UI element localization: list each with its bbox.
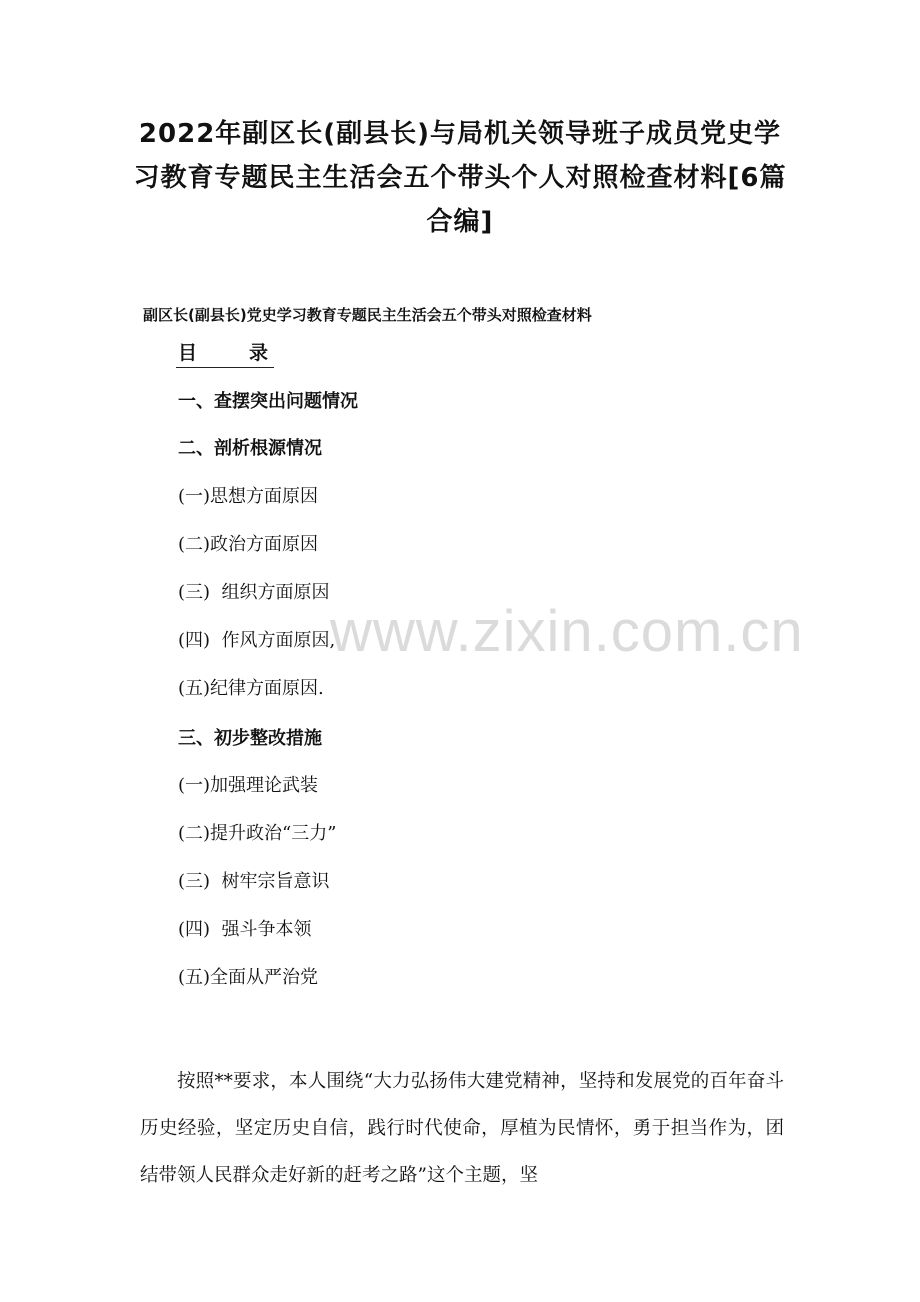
toc-item: (五)全面从严治党 xyxy=(178,967,319,988)
toc-item: 三、初步整改措施 xyxy=(178,728,322,749)
toc-item: (二)政治方面原因 xyxy=(178,534,319,555)
toc-item: (五)纪律方面原因. xyxy=(178,678,324,699)
watermark: www.zixin.com.cn xyxy=(330,599,804,664)
toc-item: (二)提升政治“三力” xyxy=(178,823,337,844)
toc-item: 二、剖析根源情况 xyxy=(178,438,322,459)
body-paragraph: 按照**要求，本人围绕“大力弘扬伟大建党精神，坚持和发展党的百年奋斗历史经验，坚定历史自信，践行时代使命，厚植为民情怀，勇于担当作为，团结带领人民群众走好新的赶考之路”这个主题，坚 xyxy=(140,1071,784,1186)
toc-item: 一、查摆突出问题情况 xyxy=(178,391,358,412)
toc-item: (三) 树牢宗旨意识 xyxy=(178,871,330,892)
toc-heading-left: 目 xyxy=(178,342,198,364)
document-title: 2022年副区长(副县长)与局机关领导班子成员党史学习教育专题民主生活会五个带头个人对照检查材料[6篇合编] xyxy=(133,119,787,237)
document-subtitle: 副区长(副县长)党史学习教育专题民主生活会五个带头对照检查材料 xyxy=(143,306,592,324)
toc-item: (一)思想方面原因 xyxy=(178,486,319,507)
toc-item: (一)加强理论武装 xyxy=(178,775,319,796)
toc-heading-right: 录 xyxy=(249,342,269,364)
toc-item: (四) 作风方面原因, xyxy=(178,630,336,651)
toc-item: (四) 强斗争本领 xyxy=(178,919,312,940)
toc-heading-underline xyxy=(176,367,274,368)
toc-heading xyxy=(178,340,268,366)
toc-item: (三) 组织方面原因 xyxy=(178,582,330,603)
